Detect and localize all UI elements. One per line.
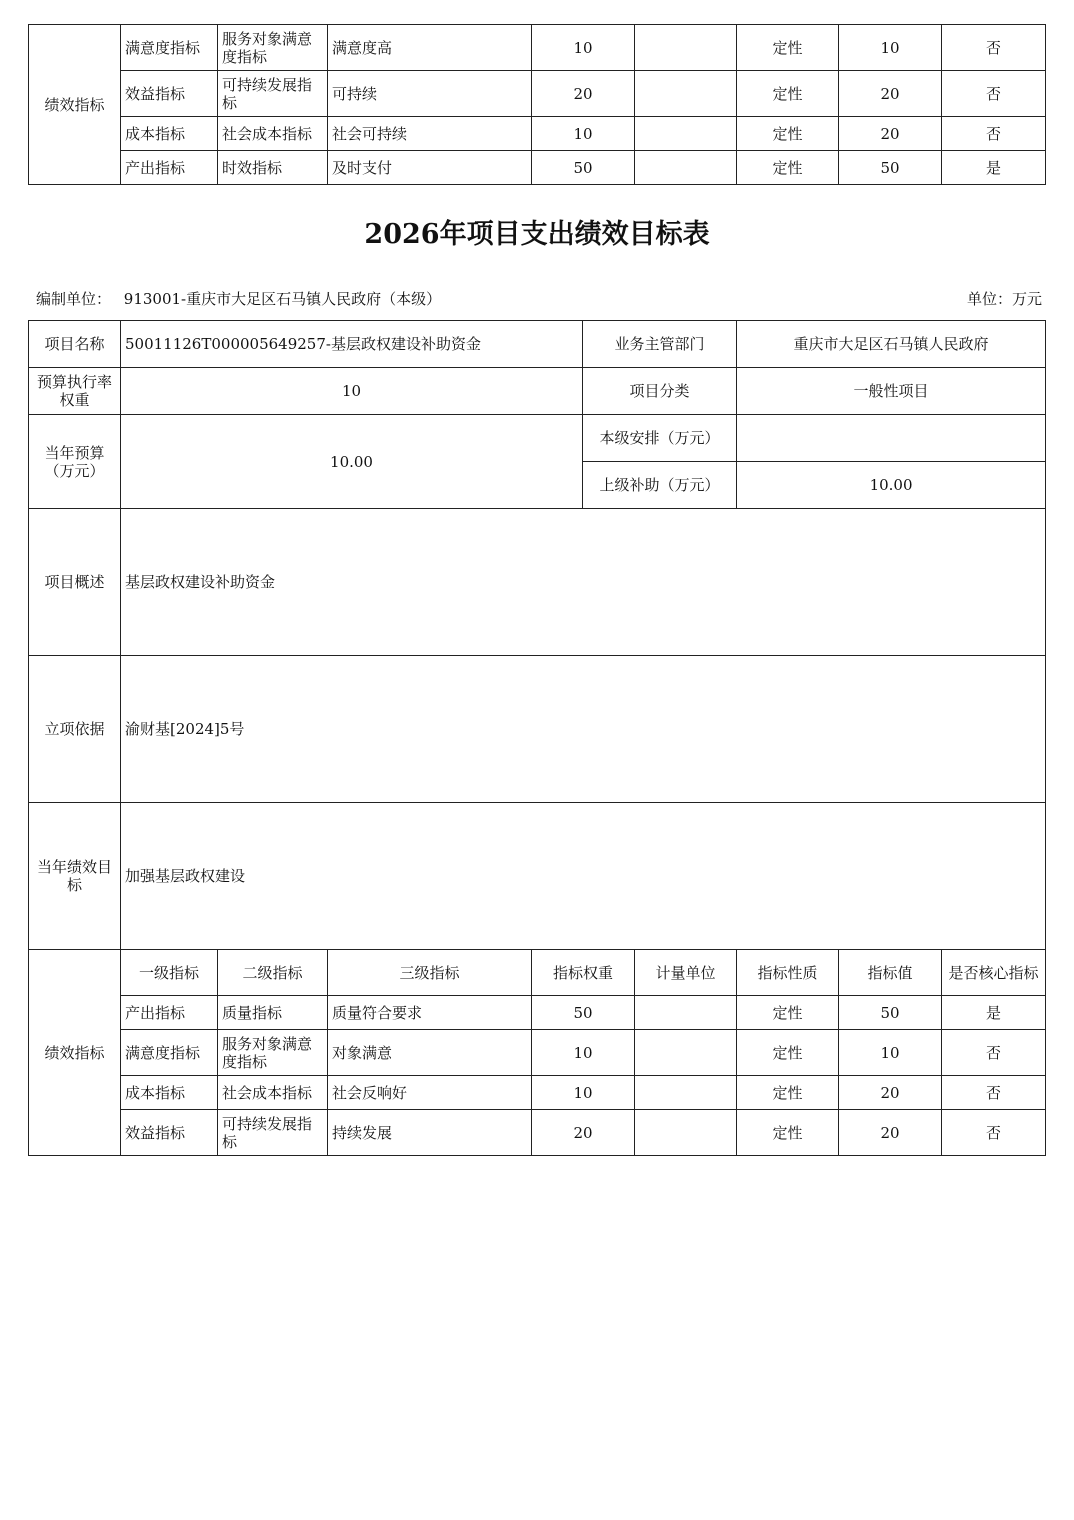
level2-cell: 社会成本指标: [218, 117, 328, 151]
indicator-section-label: 绩效指标: [29, 25, 121, 185]
weight-cell: 10: [532, 1030, 635, 1076]
project-name-label: 项目名称: [29, 321, 121, 368]
weight-cell: 50: [532, 151, 635, 185]
level1-cell: 成本指标: [121, 1076, 218, 1110]
unit-cell: [635, 1030, 737, 1076]
nature-cell: 定性: [737, 25, 839, 71]
header-level2: 二级指标: [218, 950, 328, 996]
level2-cell: 可持续发展指标: [218, 71, 328, 117]
value-cell: 10: [839, 1030, 942, 1076]
level3-cell: 对象满意: [328, 1030, 532, 1076]
nature-cell: 定性: [737, 1110, 839, 1156]
value-cell: 50: [839, 996, 942, 1030]
core-cell: 否: [942, 1110, 1046, 1156]
level2-cell: 时效指标: [218, 151, 328, 185]
core-cell: 是: [942, 996, 1046, 1030]
performance-goal-table: [28, 320, 1046, 1156]
budget-value: 10.00: [121, 415, 583, 509]
weight-cell: 10: [532, 25, 635, 71]
local-label: 本级安排（万元）: [583, 415, 737, 462]
value-cell: 50: [839, 151, 942, 185]
level1-cell: 产出指标: [121, 151, 218, 185]
weight-cell: 20: [532, 71, 635, 117]
budget-label: 当年预算（万元）: [29, 415, 121, 509]
core-cell: 否: [942, 117, 1046, 151]
org-label: 编制单位：: [36, 290, 112, 308]
basis-value: 渝财基[2024]5号: [121, 656, 1046, 803]
header-unit: 计量单位: [635, 950, 737, 996]
level2-cell: 质量指标: [218, 996, 328, 1030]
level1-cell: 满意度指标: [121, 25, 218, 71]
weight-cell: 10: [532, 1076, 635, 1110]
table-row: [29, 803, 1046, 950]
level3-cell: 质量符合要求: [328, 996, 532, 1030]
unit-cell: [635, 25, 737, 71]
table-row: [29, 509, 1046, 656]
category-value: 一般性项目: [737, 368, 1046, 415]
indicator-header-row: [29, 950, 1046, 996]
unit-cell: [635, 151, 737, 185]
unit-cell: [635, 71, 737, 117]
table-row: [29, 368, 1046, 415]
dept-value: 重庆市大足区石马镇人民政府: [737, 321, 1046, 368]
level2-cell: 服务对象满意度指标: [218, 1030, 328, 1076]
superior-label: 上级补助（万元）: [583, 462, 737, 509]
project-name-value: 50011126T000005649257-基层政权建设补助资金: [121, 321, 583, 368]
table-row: [29, 1030, 1046, 1076]
header-core: 是否核心指标: [942, 950, 1046, 996]
exec-weight-label: 预算执行率权重: [29, 368, 121, 415]
unit-cell: [635, 996, 737, 1030]
value-cell: 10: [839, 25, 942, 71]
header-level1: 一级指标: [121, 950, 218, 996]
superior-value: 10.00: [737, 462, 1046, 509]
goal-label: 当年绩效目标: [29, 803, 121, 950]
table-row: [29, 117, 1046, 151]
core-cell: 否: [942, 25, 1046, 71]
value-cell: 20: [839, 117, 942, 151]
core-cell: 否: [942, 1030, 1046, 1076]
unit-cell: [635, 1076, 737, 1110]
level1-cell: 效益指标: [121, 1110, 218, 1156]
table-row: [29, 1110, 1046, 1156]
table-row: [29, 996, 1046, 1030]
weight-cell: 10: [532, 117, 635, 151]
nature-cell: 定性: [737, 1030, 839, 1076]
table-row: [29, 321, 1046, 368]
level3-cell: 社会可持续: [328, 117, 532, 151]
table-row: [29, 415, 1046, 462]
dept-label: 业务主管部门: [583, 321, 737, 368]
header-nature: 指标性质: [737, 950, 839, 996]
level1-cell: 效益指标: [121, 71, 218, 117]
level2-cell: 社会成本指标: [218, 1076, 328, 1110]
nature-cell: 定性: [737, 996, 839, 1030]
nature-cell: 定性: [737, 151, 839, 185]
level1-cell: 满意度指标: [121, 1030, 218, 1076]
local-value: [737, 415, 1046, 462]
value-cell: 20: [839, 1076, 942, 1110]
value-cell: 20: [839, 71, 942, 117]
level3-cell: 可持续: [328, 71, 532, 117]
core-cell: 是: [942, 151, 1046, 185]
unit-cell: [635, 117, 737, 151]
table-row: [29, 25, 1046, 71]
nature-cell: 定性: [737, 71, 839, 117]
level1-cell: 成本指标: [121, 117, 218, 151]
category-label: 项目分类: [583, 368, 737, 415]
value-cell: 20: [839, 1110, 942, 1156]
level1-cell: 产出指标: [121, 996, 218, 1030]
weight-cell: 50: [532, 996, 635, 1030]
core-cell: 否: [942, 1076, 1046, 1110]
exec-weight-value: 10: [121, 368, 583, 415]
table-row: [29, 656, 1046, 803]
header-value: 指标值: [839, 950, 942, 996]
previous-indicator-table: [28, 24, 1046, 185]
weight-cell: 20: [532, 1110, 635, 1156]
level3-cell: 及时支付: [328, 151, 532, 185]
level2-cell: 可持续发展指标: [218, 1110, 328, 1156]
indicator-section-label: 绩效指标: [29, 950, 121, 1156]
org-info: [36, 288, 441, 309]
header-weight: 指标权重: [532, 950, 635, 996]
unit-label: 单位：万元: [966, 290, 1042, 308]
header-level3: 三级指标: [328, 950, 532, 996]
page-title: 2026年项目支出绩效目标表: [364, 219, 710, 250]
core-cell: 否: [942, 71, 1046, 117]
table-row: [29, 1076, 1046, 1110]
overview-value: 基层政权建设补助资金: [121, 509, 1046, 656]
table-row: [29, 71, 1046, 117]
goal-value: 加强基层政权建设: [121, 803, 1046, 950]
level2-cell: 服务对象满意度指标: [218, 25, 328, 71]
nature-cell: 定性: [737, 117, 839, 151]
table-row: [29, 151, 1046, 185]
level3-cell: 社会反响好: [328, 1076, 532, 1110]
nature-cell: 定性: [737, 1076, 839, 1110]
org-value: 913001-重庆市大足区石马镇人民政府（本级）: [123, 290, 442, 308]
level3-cell: 持续发展: [328, 1110, 532, 1156]
unit-cell: [635, 1110, 737, 1156]
basis-label: 立项依据: [29, 656, 121, 803]
level3-cell: 满意度高: [328, 25, 532, 71]
overview-label: 项目概述: [29, 509, 121, 656]
